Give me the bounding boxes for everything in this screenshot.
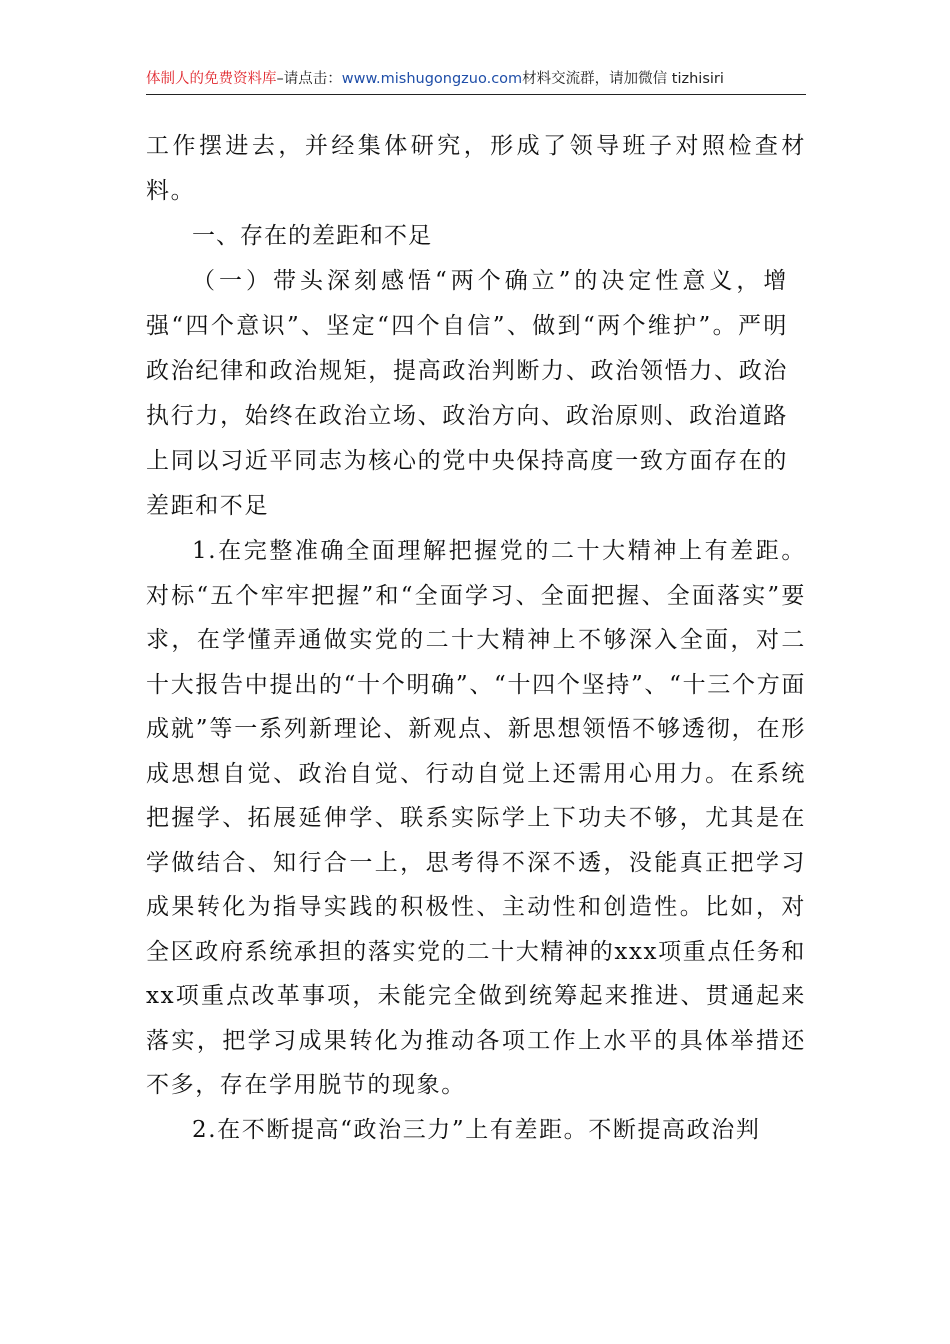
item-paragraph-1: 1.在完整准确全面理解把握党的二十大精神上有差距。对标“五个牢牢把握”和“全面学习、全面把握、全面落实”要求，在学懂弄通做实党的二十大精神上不够深入全面，对二十大报告中提出的“十个明确”、“十四个坚持”、“十三个方面成就”等一系列新理论、新观点、新思想领悟不够透彻，在形成思想自觉、政治自觉、行动自觉上还需用心用力。在系统把握学、拓展延伸学、联系实际学上下功夫不够，尤其是在学做结合、知行合一上，思考得不深不透，没能真正把学习成果转化为指导实践的积极性、主动性和创造性。比如，对全区政府系统承担的落实党的二十大精神的xxx项重点任务和xx项重点改革事项，未能完全做到统筹起来推进、贯通起来落实，把学习成果转化为推动各项工作上水平的具体举措还不多，存在学用脱节的现象。 (146, 538, 806, 1098)
subsection-heading: （一）带头深刻感悟“两个确立”的决定性意义，增强“四个意识”、坚定“四个自信”、做到“两个维护”。严明政治纪律和政治规矩，提高政治判断力、政治领悟力、政治执行力，始终在政治立场、政治方向、政治原则、政治道路上同以习近平同志为核心的党中央保持高度一致方面存在的差距和不足 (146, 268, 788, 519)
header-url-link[interactable]: www.mishugongzuo.com (341, 71, 523, 87)
header-site-name: 体制人的免费资料库 (146, 71, 277, 87)
document-body (146, 124, 806, 1152)
intro-paragraph: 工作摆进去，并经集体研究，形成了领导班子对照检查材料。 (146, 133, 806, 204)
header-prompt: –请点击： (276, 71, 342, 87)
header-note: 材料交流群，请加微信 tizhisiri (522, 71, 724, 87)
section-heading: 一、存在的差距和不足 (192, 223, 432, 249)
page-header (146, 66, 806, 95)
item-paragraph-2: 2.在不断提高“政治三力”上有差距。不断提高政治判 (192, 1116, 761, 1143)
